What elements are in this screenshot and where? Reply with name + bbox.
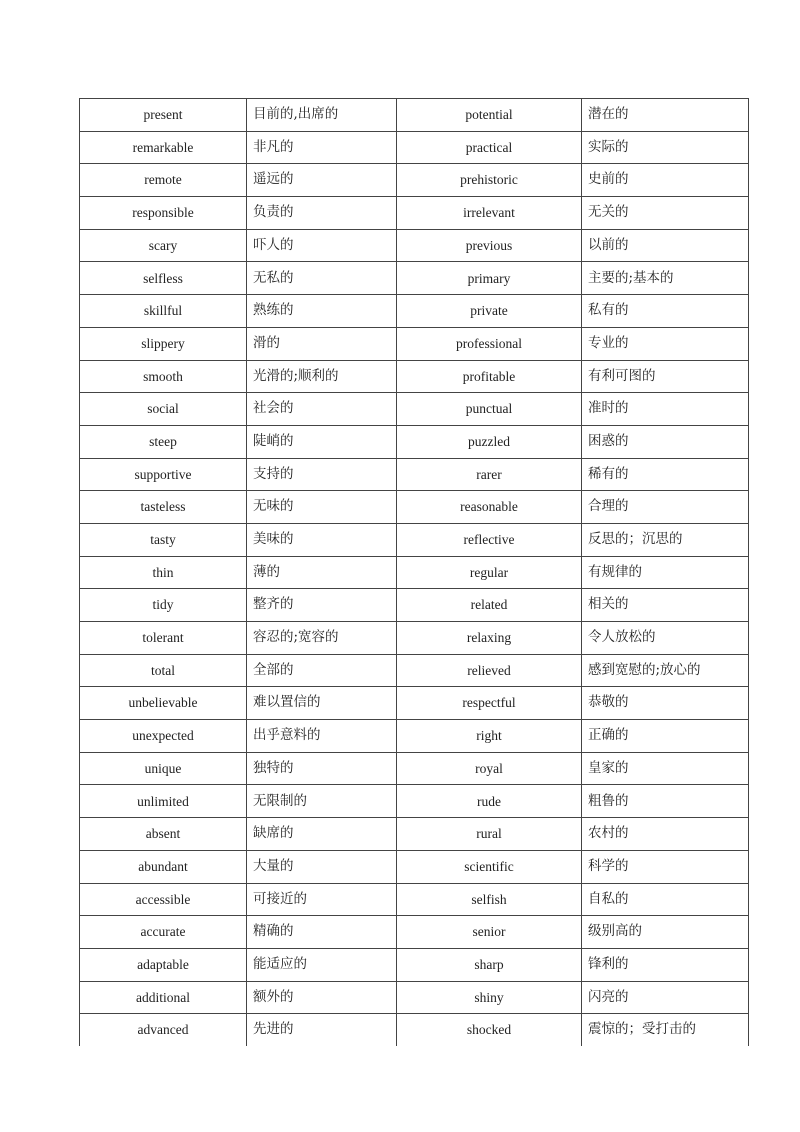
english-word-cell: social [80, 393, 247, 426]
chinese-meaning-cell: 锋利的 [582, 948, 749, 981]
table-row [80, 523, 749, 556]
chinese-meaning-cell: 闪亮的 [582, 981, 749, 1014]
chinese-meaning-cell: 震惊的；受打击的 [582, 1014, 749, 1046]
chinese-meaning-cell: 滑的 [247, 327, 397, 360]
english-word-cell: right [397, 720, 582, 753]
english-word-cell: unbelievable [80, 687, 247, 720]
chinese-meaning-cell: 负责的 [247, 197, 397, 230]
english-word-cell: punctual [397, 393, 582, 426]
chinese-meaning-cell: 主要的;基本的 [582, 262, 749, 295]
english-word-cell: accessible [80, 883, 247, 916]
table-row [80, 229, 749, 262]
table-row [80, 850, 749, 883]
chinese-meaning-cell: 无味的 [247, 491, 397, 524]
chinese-meaning-cell: 有规律的 [582, 556, 749, 589]
table-row [80, 916, 749, 949]
chinese-meaning-cell: 准时的 [582, 393, 749, 426]
english-word-cell: scary [80, 229, 247, 262]
table-row [80, 295, 749, 328]
chinese-meaning-cell: 无限制的 [247, 785, 397, 818]
chinese-meaning-cell: 支持的 [247, 458, 397, 491]
chinese-meaning-cell: 相关的 [582, 589, 749, 622]
english-word-cell: adaptable [80, 948, 247, 981]
chinese-meaning-cell: 专业的 [582, 327, 749, 360]
english-word-cell: practical [397, 131, 582, 164]
chinese-meaning-cell: 合理的 [582, 491, 749, 524]
table-row [80, 720, 749, 753]
table-row [80, 687, 749, 720]
english-word-cell: primary [397, 262, 582, 295]
table-row [80, 883, 749, 916]
english-word-cell: tasty [80, 523, 247, 556]
chinese-meaning-cell: 能适应的 [247, 948, 397, 981]
chinese-meaning-cell: 光滑的;顺利的 [247, 360, 397, 393]
english-word-cell: slippery [80, 327, 247, 360]
english-word-cell: present [80, 99, 247, 132]
english-word-cell: rarer [397, 458, 582, 491]
english-word-cell: accurate [80, 916, 247, 949]
table-row [80, 622, 749, 655]
chinese-meaning-cell: 恭敬的 [582, 687, 749, 720]
chinese-meaning-cell: 无关的 [582, 197, 749, 230]
chinese-meaning-cell: 精确的 [247, 916, 397, 949]
english-word-cell: shiny [397, 981, 582, 1014]
vocabulary-table-body [80, 99, 749, 1046]
english-word-cell: previous [397, 229, 582, 262]
english-word-cell: sharp [397, 948, 582, 981]
chinese-meaning-cell: 级别高的 [582, 916, 749, 949]
chinese-meaning-cell: 全部的 [247, 654, 397, 687]
chinese-meaning-cell: 自私的 [582, 883, 749, 916]
chinese-meaning-cell: 美味的 [247, 523, 397, 556]
chinese-meaning-cell: 反思的；沉思的 [582, 523, 749, 556]
english-word-cell: steep [80, 425, 247, 458]
english-word-cell: tolerant [80, 622, 247, 655]
english-word-cell: respectful [397, 687, 582, 720]
chinese-meaning-cell: 无私的 [247, 262, 397, 295]
table-row [80, 981, 749, 1014]
chinese-meaning-cell: 额外的 [247, 981, 397, 1014]
chinese-meaning-cell: 实际的 [582, 131, 749, 164]
chinese-meaning-cell: 出乎意料的 [247, 720, 397, 753]
english-word-cell: tidy [80, 589, 247, 622]
table-row [80, 1014, 749, 1046]
chinese-meaning-cell: 以前的 [582, 229, 749, 262]
english-word-cell: puzzled [397, 425, 582, 458]
table-row [80, 99, 749, 132]
english-word-cell: irrelevant [397, 197, 582, 230]
chinese-meaning-cell: 史前的 [582, 164, 749, 197]
english-word-cell: selfish [397, 883, 582, 916]
english-word-cell: rural [397, 818, 582, 851]
english-word-cell: prehistoric [397, 164, 582, 197]
table-row [80, 131, 749, 164]
english-word-cell: remote [80, 164, 247, 197]
english-word-cell: selfless [80, 262, 247, 295]
chinese-meaning-cell: 稀有的 [582, 458, 749, 491]
chinese-meaning-cell: 感到宽慰的;放心的 [582, 654, 749, 687]
english-word-cell: supportive [80, 458, 247, 491]
chinese-meaning-cell: 先进的 [247, 1014, 397, 1046]
english-word-cell: unique [80, 752, 247, 785]
chinese-meaning-cell: 缺席的 [247, 818, 397, 851]
table-row [80, 589, 749, 622]
english-word-cell: abundant [80, 850, 247, 883]
table-row [80, 458, 749, 491]
chinese-meaning-cell: 整齐的 [247, 589, 397, 622]
table-row [80, 197, 749, 230]
english-word-cell: profitable [397, 360, 582, 393]
table-row [80, 785, 749, 818]
chinese-meaning-cell: 正确的 [582, 720, 749, 753]
chinese-meaning-cell: 可接近的 [247, 883, 397, 916]
english-word-cell: reasonable [397, 491, 582, 524]
chinese-meaning-cell: 困惑的 [582, 425, 749, 458]
english-word-cell: scientific [397, 850, 582, 883]
table-row [80, 491, 749, 524]
table-row [80, 393, 749, 426]
chinese-meaning-cell: 熟练的 [247, 295, 397, 328]
chinese-meaning-cell: 皇家的 [582, 752, 749, 785]
english-word-cell: unlimited [80, 785, 247, 818]
english-word-cell: tasteless [80, 491, 247, 524]
english-word-cell: senior [397, 916, 582, 949]
english-word-cell: advanced [80, 1014, 247, 1046]
english-word-cell: smooth [80, 360, 247, 393]
english-word-cell: rude [397, 785, 582, 818]
english-word-cell: reflective [397, 523, 582, 556]
table-row [80, 262, 749, 295]
english-word-cell: private [397, 295, 582, 328]
english-word-cell: unexpected [80, 720, 247, 753]
english-word-cell: regular [397, 556, 582, 589]
chinese-meaning-cell: 目前的,出席的 [247, 99, 397, 132]
chinese-meaning-cell: 大量的 [247, 850, 397, 883]
chinese-meaning-cell: 社会的 [247, 393, 397, 426]
english-word-cell: remarkable [80, 131, 247, 164]
table-row [80, 164, 749, 197]
chinese-meaning-cell: 农村的 [582, 818, 749, 851]
chinese-meaning-cell: 粗鲁的 [582, 785, 749, 818]
chinese-meaning-cell: 容忍的;宽容的 [247, 622, 397, 655]
vocabulary-table [79, 98, 749, 1046]
chinese-meaning-cell: 令人放松的 [582, 622, 749, 655]
english-word-cell: related [397, 589, 582, 622]
table-row [80, 425, 749, 458]
chinese-meaning-cell: 有利可图的 [582, 360, 749, 393]
english-word-cell: total [80, 654, 247, 687]
chinese-meaning-cell: 薄的 [247, 556, 397, 589]
table-row [80, 752, 749, 785]
chinese-meaning-cell: 难以置信的 [247, 687, 397, 720]
english-word-cell: shocked [397, 1014, 582, 1046]
table-row [80, 654, 749, 687]
english-word-cell: responsible [80, 197, 247, 230]
english-word-cell: potential [397, 99, 582, 132]
english-word-cell: thin [80, 556, 247, 589]
chinese-meaning-cell: 吓人的 [247, 229, 397, 262]
english-word-cell: relaxing [397, 622, 582, 655]
chinese-meaning-cell: 陡峭的 [247, 425, 397, 458]
table-row [80, 556, 749, 589]
english-word-cell: professional [397, 327, 582, 360]
english-word-cell: absent [80, 818, 247, 851]
english-word-cell: royal [397, 752, 582, 785]
table-row [80, 327, 749, 360]
chinese-meaning-cell: 潜在的 [582, 99, 749, 132]
english-word-cell: relieved [397, 654, 582, 687]
chinese-meaning-cell: 非凡的 [247, 131, 397, 164]
chinese-meaning-cell: 独特的 [247, 752, 397, 785]
table-row [80, 360, 749, 393]
table-row [80, 818, 749, 851]
chinese-meaning-cell: 科学的 [582, 850, 749, 883]
table-row [80, 948, 749, 981]
chinese-meaning-cell: 私有的 [582, 295, 749, 328]
english-word-cell: skillful [80, 295, 247, 328]
chinese-meaning-cell: 遥远的 [247, 164, 397, 197]
english-word-cell: additional [80, 981, 247, 1014]
